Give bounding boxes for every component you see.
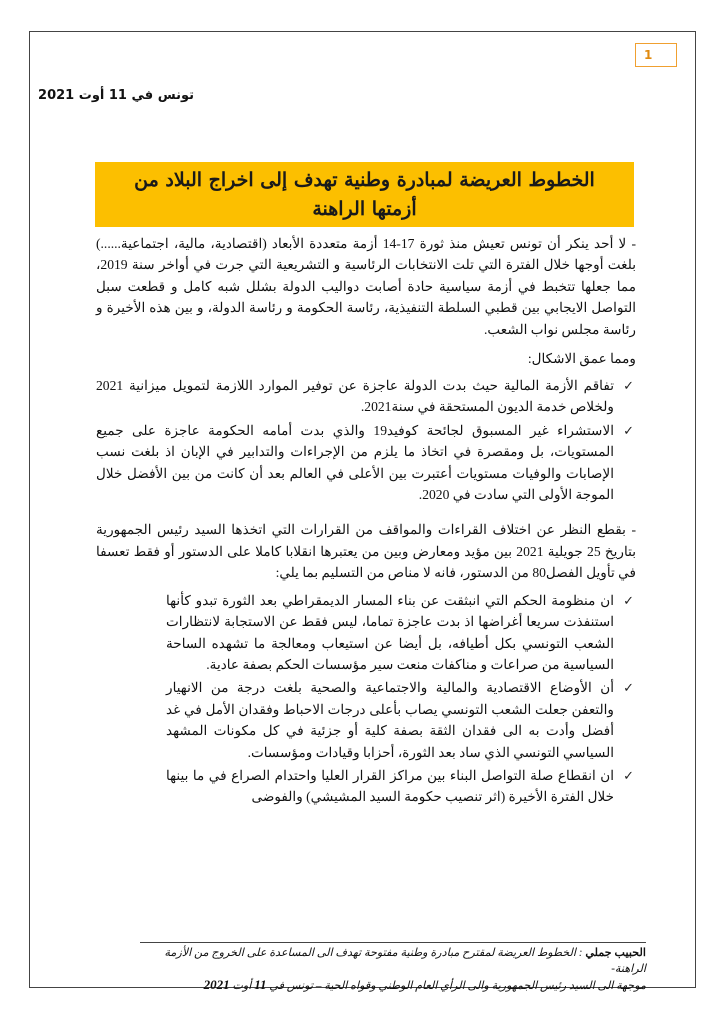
footer-line-1: الحبيب جملي : الخطوط العريضة لمقترح مبادرة وطنية مفتوحة تهدف الى المساعدة على الخروج من الأزمة الراهنة-	[164, 947, 646, 975]
title-banner	[95, 162, 634, 227]
checkmark-icon: ✓	[623, 680, 634, 696]
page-number: 1	[644, 48, 653, 62]
checkmark-icon: ✓	[623, 767, 634, 783]
checkmark-icon: ✓	[623, 378, 634, 394]
list-item	[96, 420, 634, 506]
list-item-text: ان منظومة الحكم التي انبثقت عن بناء المسار الديمقراطي بعد الثورة تبدو كأنها استنفذت سريعا أغراضها اذ بدت عاجزة تماما، ليس فقط عن الاستجابة لانتظارات الشعب التونسي بكل أطيافه، بل أيضا عن استيعاب ومعالجة ما تشهده الساحة السياسية من صراعات و مناكفات منعت سير مؤسسات الحكم بصفة عادية.	[166, 592, 614, 672]
page-number-badge	[635, 43, 677, 67]
second-paragraph: - بقطع النظر عن اختلاف القراءات والمواقف من القرارات التي اتخذها السيد رئيس الجمهورية بتاريخ 25 جويلية 2021 بين مؤيد ومعارض وبين من يعتبرها انقلابا كاملا على الدستور أو فقط تعسفا في تأويل الفصل80 من الدستور، فانه لا مناص من التسليم بما يلي:	[96, 522, 636, 581]
checkmark-icon: ✓	[623, 422, 634, 438]
document-body	[96, 233, 636, 822]
document-date: تونس في 11 أوت 2021	[38, 88, 194, 103]
list-item-text: أن الأوضاع الاقتصادية والمالية والاجتماعية والصحية بلغت درجة من الانهيار والتعفن جعلت الشعب التونسي يصاب بأعلى درجات الاحباط وفقدان الأمل في غد أفضل وأدت به الى فقدان الثقة بصفة كلية أو جزئية في كل مكونات المشهد السياسي التونسي الذي ساد بعد الثورة، أحزابا وقيادات ومؤسسات.	[166, 680, 614, 760]
footer-month: أوت	[232, 980, 252, 992]
footer-line-2	[140, 977, 646, 994]
list-item-text: الاستشراء غير المسبوق لجائحة كوفيد19 والذي بدت أمامه الحكومة عاجزة على جميع المستويات، بل ومقصرة في اتخاذ ما يلزم من الإجراءات والتدابير في الإبان اذ بلغت نسب الإصابات والوفيات مستويات أعتبرت بين الأعلى في العالم بعد أن كانت من بين الأفضل خلال الموجة الأولى التي سادت في 2020.	[96, 422, 614, 503]
checklist-2	[166, 590, 636, 808]
list-item	[166, 677, 634, 763]
list-item	[166, 590, 634, 676]
checklist-1	[96, 375, 636, 505]
checkmark-icon: ✓	[623, 592, 634, 608]
list-item-text: ان انقطاع صلة التواصل البناء بين مراكز القرار العليا واحتدام الصراع في ما بينها خلال الفترة الأخيرة (اثر تنصيب حكومة السيد المشيشي) والفوضى	[166, 767, 614, 805]
footer-subtitle: موجهة الى السيد رئيس الجمهورية والى الرأي العام الوطني وقواه الحية – تونس في	[269, 980, 646, 992]
document-title: الخطوط العريضة لمبادرة وطنية تهدف إلى اخراج البلاد من أزمتها الراهنة	[134, 168, 595, 220]
footer-title: الخطوط العريضة لمقترح مبادرة وطنية مفتوحة تهدف الى المساعدة على الخروج من الأزمة الراهنة-	[164, 947, 646, 975]
section-label: ومما عمق الاشكال:	[527, 351, 636, 367]
page-footer	[140, 942, 646, 994]
intro-paragraph: - لا أحد ينكر أن تونس تعيش منذ ثورة 17-14 أزمة متعددة الأبعاد (اقتصادية، مالية، اجتماعية......) بلغت أوجها خلال الفترة التي تلت الانتخابات الرئاسية و التشريعية التي جرت في أواخر سنة 2019، مما جعلها تتخبط في أزمة سياسية حادة أصابت دواليب الدولة بشلل شبه كامل و قطعت سبل التواصل الايجابي بين قطبي السلطة التنفيذية، رئاسة الحكومة و رئاسة الدولة، و بين هذه الأخيرة و رئاسة مجلس نواب الشعب.	[96, 236, 636, 337]
list-item	[96, 375, 634, 418]
list-item	[166, 765, 634, 808]
footer-day: 11	[254, 977, 267, 992]
footer-year: 2021	[203, 977, 230, 992]
footer-author: الحبيب جملي	[585, 947, 646, 959]
list-item-text: تفاقم الأزمة المالية حيث بدت الدولة عاجزة عن توفير الموارد اللازمة لتمويل ميزانية 2021 ولخلاص خدمة الديون المستحقة في سنة2021.	[96, 378, 614, 415]
